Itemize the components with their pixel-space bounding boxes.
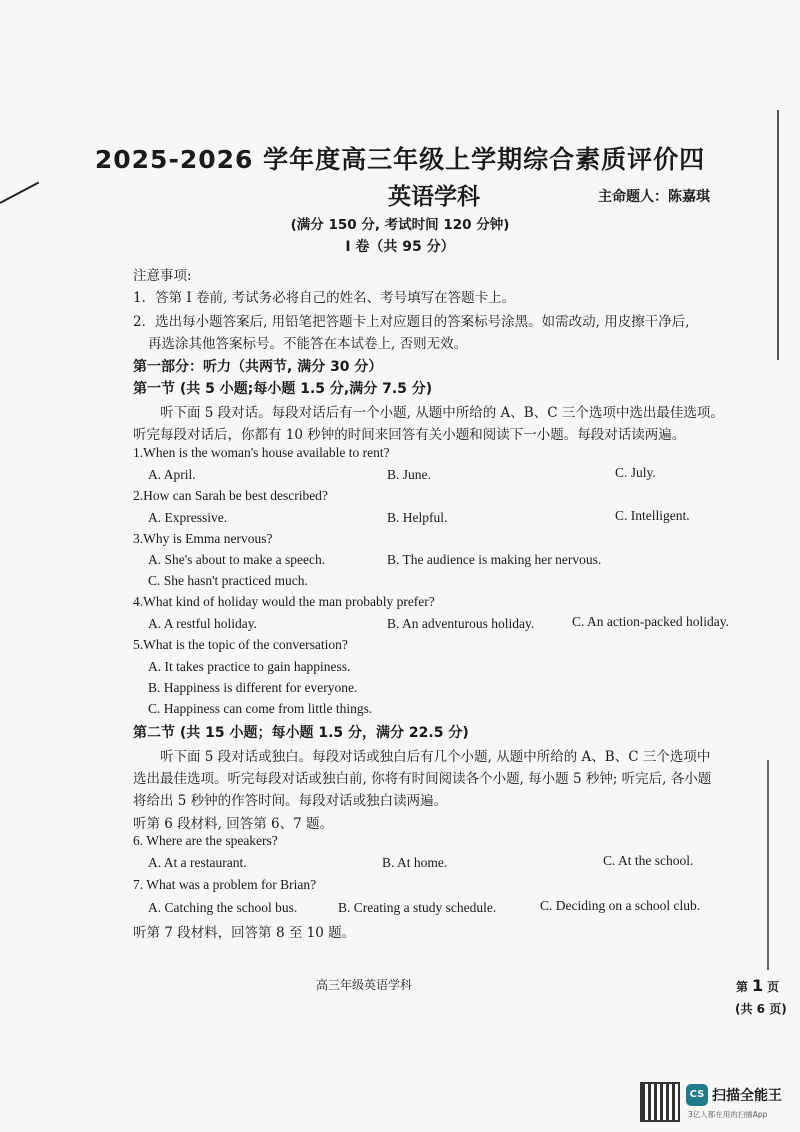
question-1-option-a: A. April. <box>148 467 196 482</box>
question-1-option-b: B. June. <box>387 467 431 482</box>
section2-intro-line2: 选出最佳选项。听完每段对话或独白前, 你将有时间阅读各个小题, 每小题 5 秒钟; 听完后, 各小题 <box>133 771 712 787</box>
question-5-option-c: C. Happiness can come from little things. <box>148 701 373 716</box>
question-1-stem: 1.When is the woman's house available to rent? <box>133 445 390 460</box>
section1-heading: 第一节 (共 5 小题;每小题 1.5 分,满分 7.5 分) <box>133 381 433 397</box>
footer-page-number <box>736 976 779 995</box>
question-6-option-b: B. At home. <box>382 855 448 870</box>
question-5-option-a: A. It takes practice to gain happiness. <box>148 659 351 674</box>
scan-edge-line-lower <box>767 760 769 970</box>
scanner-tagline: 3亿人都在用的扫描App <box>688 1110 768 1119</box>
question-7-option-c: C. Deciding on a school club. <box>540 898 701 913</box>
page-prefix: 第 <box>736 980 749 994</box>
material-6-instruction: 听第 6 段材料, 回答第 6、7 题。 <box>133 816 334 832</box>
page-suffix: 页 <box>767 980 780 994</box>
question-7-stem: 7. What was a problem for Brian? <box>133 877 317 892</box>
section2-intro-line3: 将给出 5 秒钟的作答时间。每段对话或独白读两遍。 <box>133 793 448 809</box>
question-2-option-b: B. Helpful. <box>387 510 448 525</box>
question-6-option-a: A. At a restaurant. <box>148 855 247 870</box>
question-4-stem: 4.What kind of holiday would the man probably prefer? <box>133 594 435 609</box>
question-7-option-b: B. Creating a study schedule. <box>338 900 497 915</box>
question-6-option-c: C. At the school. <box>603 853 694 868</box>
part1-heading: 第一部分：听力（共两节, 满分 30 分） <box>133 359 383 375</box>
question-6-stem: 6. Where are the speakers? <box>133 833 278 848</box>
footer-total-pages: (共 6 页) <box>735 1002 787 1016</box>
camscanner-logo: CS <box>686 1084 708 1106</box>
section2-intro-line1: 听下面 5 段对话或独白。每段对话或独白后有几个小题, 从题中所给的 A、B、C 三个选项中 <box>160 749 711 765</box>
question-3-option-b: B. The audience is making her nervous. <box>387 552 602 567</box>
question-1-option-c: C. July. <box>615 465 656 480</box>
notes-item-1: 1．答第 I 卷前, 考试务必将自己的姓名、考号填写在答题卡上。 <box>133 290 516 306</box>
volume-heading: I 卷（共 95 分） <box>345 239 455 255</box>
question-2-option-c: C. Intelligent. <box>615 508 690 523</box>
section1-intro-line1: 听下面 5 段对话。每段对话后有一个小题, 从题中所给的 A、B、C 三个选项中选出最佳选项。 <box>160 405 724 421</box>
question-5-option-b: B. Happiness is different for everyone. <box>148 680 358 695</box>
question-4-option-b: B. An adventurous holiday. <box>387 616 535 631</box>
exam-title: 2025-2026 学年度高三年级上学期综合素质评价四 <box>94 145 706 174</box>
section2-heading: 第二节 (共 15 小题；每小题 1.5 分，满分 22.5 分) <box>133 725 469 741</box>
footer-subject: 高三年级英语学科 <box>316 978 413 992</box>
notes-item-2-line2: 再选涂其他答案标号。不能答在本试卷上, 否则无效。 <box>148 336 468 352</box>
subject-title: 英语学科 <box>388 184 480 210</box>
question-2-stem: 2.How can Sarah be best described? <box>133 488 328 503</box>
question-3-option-c: C. She hasn't practiced much. <box>148 573 308 588</box>
question-7-option-a: A. Catching the school bus. <box>148 900 298 915</box>
section1-intro-line2: 听完每段对话后，你都有 10 秒钟的时间来回答有关小题和阅读下一小题。每段对话读两遍。 <box>133 427 686 443</box>
notes-heading: 注意事项: <box>133 268 192 284</box>
author-line: 主命题人：陈嘉琪 <box>598 189 710 205</box>
question-3-option-a: A. She's about to make a speech. <box>148 552 326 567</box>
question-4-option-a: A. A restful holiday. <box>148 616 257 631</box>
question-3-stem: 3.Why is Emma nervous? <box>133 531 273 546</box>
question-4-option-c: C. An action-packed holiday. <box>572 614 729 629</box>
page-num: 1 <box>752 976 764 995</box>
qr-code-icon <box>640 1082 680 1122</box>
material-7-instruction: 听第 7 段材料，回答第 8 至 10 题。 <box>133 925 356 941</box>
score-time: (满分 150 分, 考试时间 120 分钟) <box>290 217 510 233</box>
question-5-stem: 5.What is the topic of the conversation? <box>133 637 348 652</box>
pen-mark <box>0 181 39 203</box>
question-2-option-a: A. Expressive. <box>148 510 228 525</box>
scanner-app-name: 扫描全能王 <box>712 1088 782 1104</box>
notes-item-2-line1: 2．选出每小题答案后, 用铅笔把答题卡上对应题目的答案标号涂黑。如需改动, 用皮擦干净后, <box>133 314 690 330</box>
